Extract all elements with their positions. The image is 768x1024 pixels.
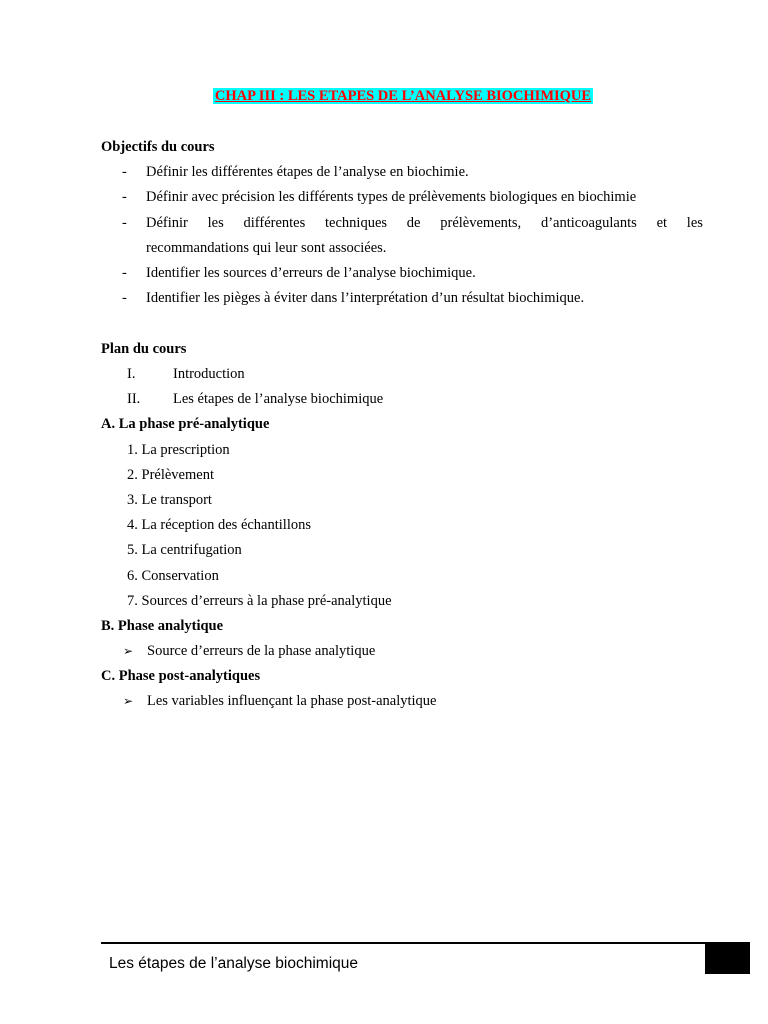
word: les <box>207 215 224 231</box>
section-a-item: 4. La réception des échantillons <box>127 517 312 533</box>
section-b-item: Source d’erreurs de la phase analytique <box>147 643 376 659</box>
section-a-item: 1. La prescription <box>127 442 230 458</box>
section-a-heading: A. La phase pré-analytique <box>101 416 270 432</box>
roman-numeral: I. <box>127 366 136 382</box>
word: d’anticoagulants <box>540 215 637 231</box>
chapter-title-wrap <box>0 88 768 105</box>
bullet-dash: - <box>122 265 127 281</box>
word: techniques <box>325 215 388 231</box>
section-c-heading: C. Phase post-analytiques <box>101 668 261 684</box>
bullet-dash: - <box>122 215 127 231</box>
arrow-bullet-icon: ➢ <box>123 644 134 658</box>
objective-item-continuation: recommandations qui leur sont associées. <box>146 240 387 256</box>
section-a-item: 7. Sources d’erreurs à la phase pré-analytique <box>127 593 392 609</box>
section-a-item: 2. Prélèvement <box>127 467 214 483</box>
footer-page-box <box>705 944 750 974</box>
objective-item-justified <box>146 215 703 232</box>
objective-item: Définir les différentes étapes de l’analyse en biochimie. <box>146 164 469 180</box>
section-a-item: 3. Le transport <box>127 492 212 508</box>
word: de <box>406 215 421 231</box>
roman-numeral: II. <box>127 391 141 407</box>
word: Définir <box>146 215 188 231</box>
word: et <box>656 215 668 231</box>
plan-item: Les étapes de l’analyse biochimique <box>173 391 384 407</box>
plan-item: Introduction <box>173 366 245 382</box>
footer-rule <box>101 942 705 944</box>
bullet-dash: - <box>122 290 127 306</box>
footer-title: Les étapes de l’analyse biochimique <box>109 955 359 972</box>
plan-heading: Plan du cours <box>101 341 187 357</box>
bullet-dash: - <box>122 164 127 180</box>
objective-item: Identifier les sources d’erreurs de l’analyse biochimique. <box>146 265 476 281</box>
section-a-item: 5. La centrifugation <box>127 542 242 558</box>
objective-item: Identifier les pièges à éviter dans l’interprétation d’un résultat biochimique. <box>146 290 585 306</box>
section-a-item: 6. Conservation <box>127 568 219 584</box>
arrow-bullet-icon: ➢ <box>123 694 134 708</box>
section-b-heading: B. Phase analytique <box>101 618 224 634</box>
objective-item: Définir avec précision les différents types de prélèvements biologiques en biochimie <box>146 189 637 205</box>
section-c-item: Les variables influençant la phase post-analytique <box>147 693 437 709</box>
chapter-title: CHAP III : LES ETAPES DE L’ANALYSE BIOCHIMIQUE <box>214 88 592 104</box>
bullet-dash: - <box>122 189 127 205</box>
objectives-heading: Objectifs du cours <box>101 139 215 155</box>
word: différentes <box>243 215 306 231</box>
word: les <box>686 215 703 231</box>
word: prélèvements, <box>440 215 522 231</box>
